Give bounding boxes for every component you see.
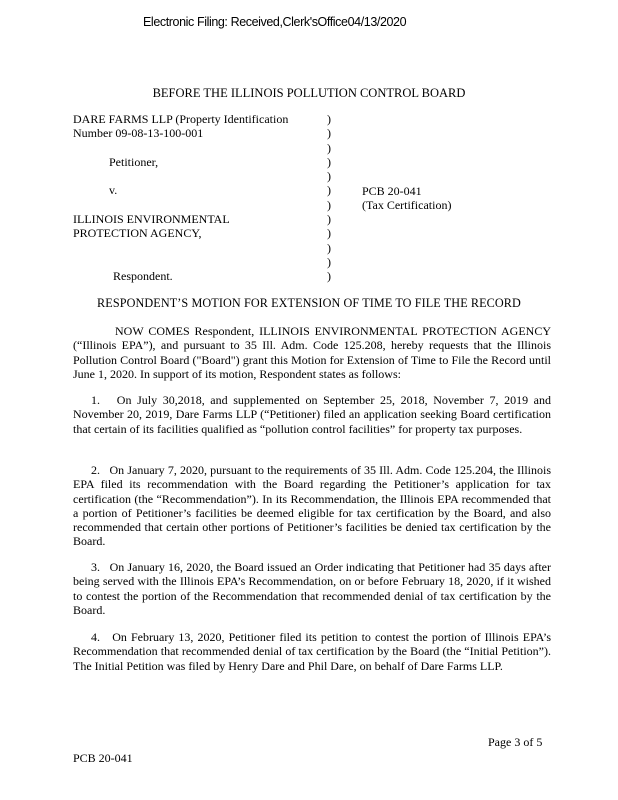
petitioner-name-line2: Number 09-08-13-100-001 (73, 126, 204, 141)
versus: v. (109, 183, 118, 198)
caption-paren: ) (327, 197, 331, 212)
footer-docket-number: PCB 20-041 (73, 751, 133, 765)
caption-paren: ) (327, 212, 331, 227)
page-number: Page 3 of 5 (488, 735, 543, 749)
motion-title: RESPONDENT’S MOTION FOR EXTENSION OF TIME TO FILE THE RECORD (97, 296, 521, 310)
case-type: (Tax Certification) (362, 198, 452, 213)
numbered-paragraph-2: 2. On January 7, 2020, pursuant to the requirements of 35 Ill. Adm. Code 125.204, the Illinois EPA filed its recommendation with the Board regarding the Petitioner’s application for tax certification (the “Recommendation”). In its Recommendation, the Illinois EPA recommended that a portion of Petitioner’s facilities be deemed eligible for tax certification by the Board, and also recommended that certain other portions of Petitioner’s facilities be denied tax certification by the Board. (73, 463, 551, 549)
caption-paren: ) (327, 126, 331, 141)
respondent-name-line2: PROTECTION AGENCY, (73, 226, 202, 241)
caption-paren: ) (327, 269, 331, 284)
caption-paren: ) (327, 140, 331, 155)
numbered-paragraph-1: 1. On July 30,2018, and supplemented on September 25, 2018, November 7, 2019 and November 20, 2019, Dare Farms LLP (“Petitioner) filed an application seeking Board certification that certain of its facilities qualified as “pollution control facilities” for property tax purposes. (73, 393, 551, 436)
numbered-paragraph-3: 3. On January 16, 2020, the Board issued an Order indicating that Petitioner had 35 days after being served with the Illinois EPA’s Recommendation, on or before February 18, 2020, if it wished to contest the portion of the Recommendation that recommended denial of tax certification by the Board. (73, 560, 551, 617)
caption-paren: ) (327, 154, 331, 169)
caption-paren: ) (327, 254, 331, 269)
case-caption-parties (73, 112, 328, 284)
respondent-name-line1: ILLINOIS ENVIRONMENTAL (73, 212, 230, 227)
petitioner-role: Petitioner, (109, 154, 159, 169)
petitioner-name-line1: DARE FARMS LLP (Property Identification (73, 112, 289, 126)
numbered-paragraph-4: 4. On February 13, 2020, Petitioner filed its petition to contest the portion of Illinois EPA’s Recommendation that recommended denial of tax certification by the Board (the “Initial Petition”). The Initial Petition was filed by Henry Dare and Phil Dare, on behalf of Dare Farms LLP. (73, 630, 551, 673)
respondent-role: Respondent. (113, 269, 173, 284)
caption-paren: ) (327, 112, 331, 126)
electronic-filing-stamp: Electronic Filing: Received,Clerk'sOffice04/13/2020 (143, 15, 407, 29)
caption-parenthesis-column (327, 112, 331, 284)
caption-paren: ) (327, 226, 331, 241)
intro-paragraph: NOW COMES Respondent, ILLINOIS ENVIRONMENTAL PROTECTION AGENCY (“Illinois EPA”), and pursuant to 35 Ill. Adm. Code 125.208, hereby requests that the Illinois Pollution Control Board ("Board") grant this Motion for Extension of Time to File the Record until June 1, 2020. In support of its motion, Respondent states as follows: (73, 324, 551, 381)
caption-paren: ) (327, 183, 331, 198)
board-title: BEFORE THE ILLINOIS POLLUTION CONTROL BOARD (152, 86, 466, 100)
caption-paren: ) (327, 169, 331, 184)
caption-paren: ) (327, 240, 331, 255)
case-number-block (362, 184, 451, 213)
case-number: PCB 20-041 (362, 184, 422, 198)
